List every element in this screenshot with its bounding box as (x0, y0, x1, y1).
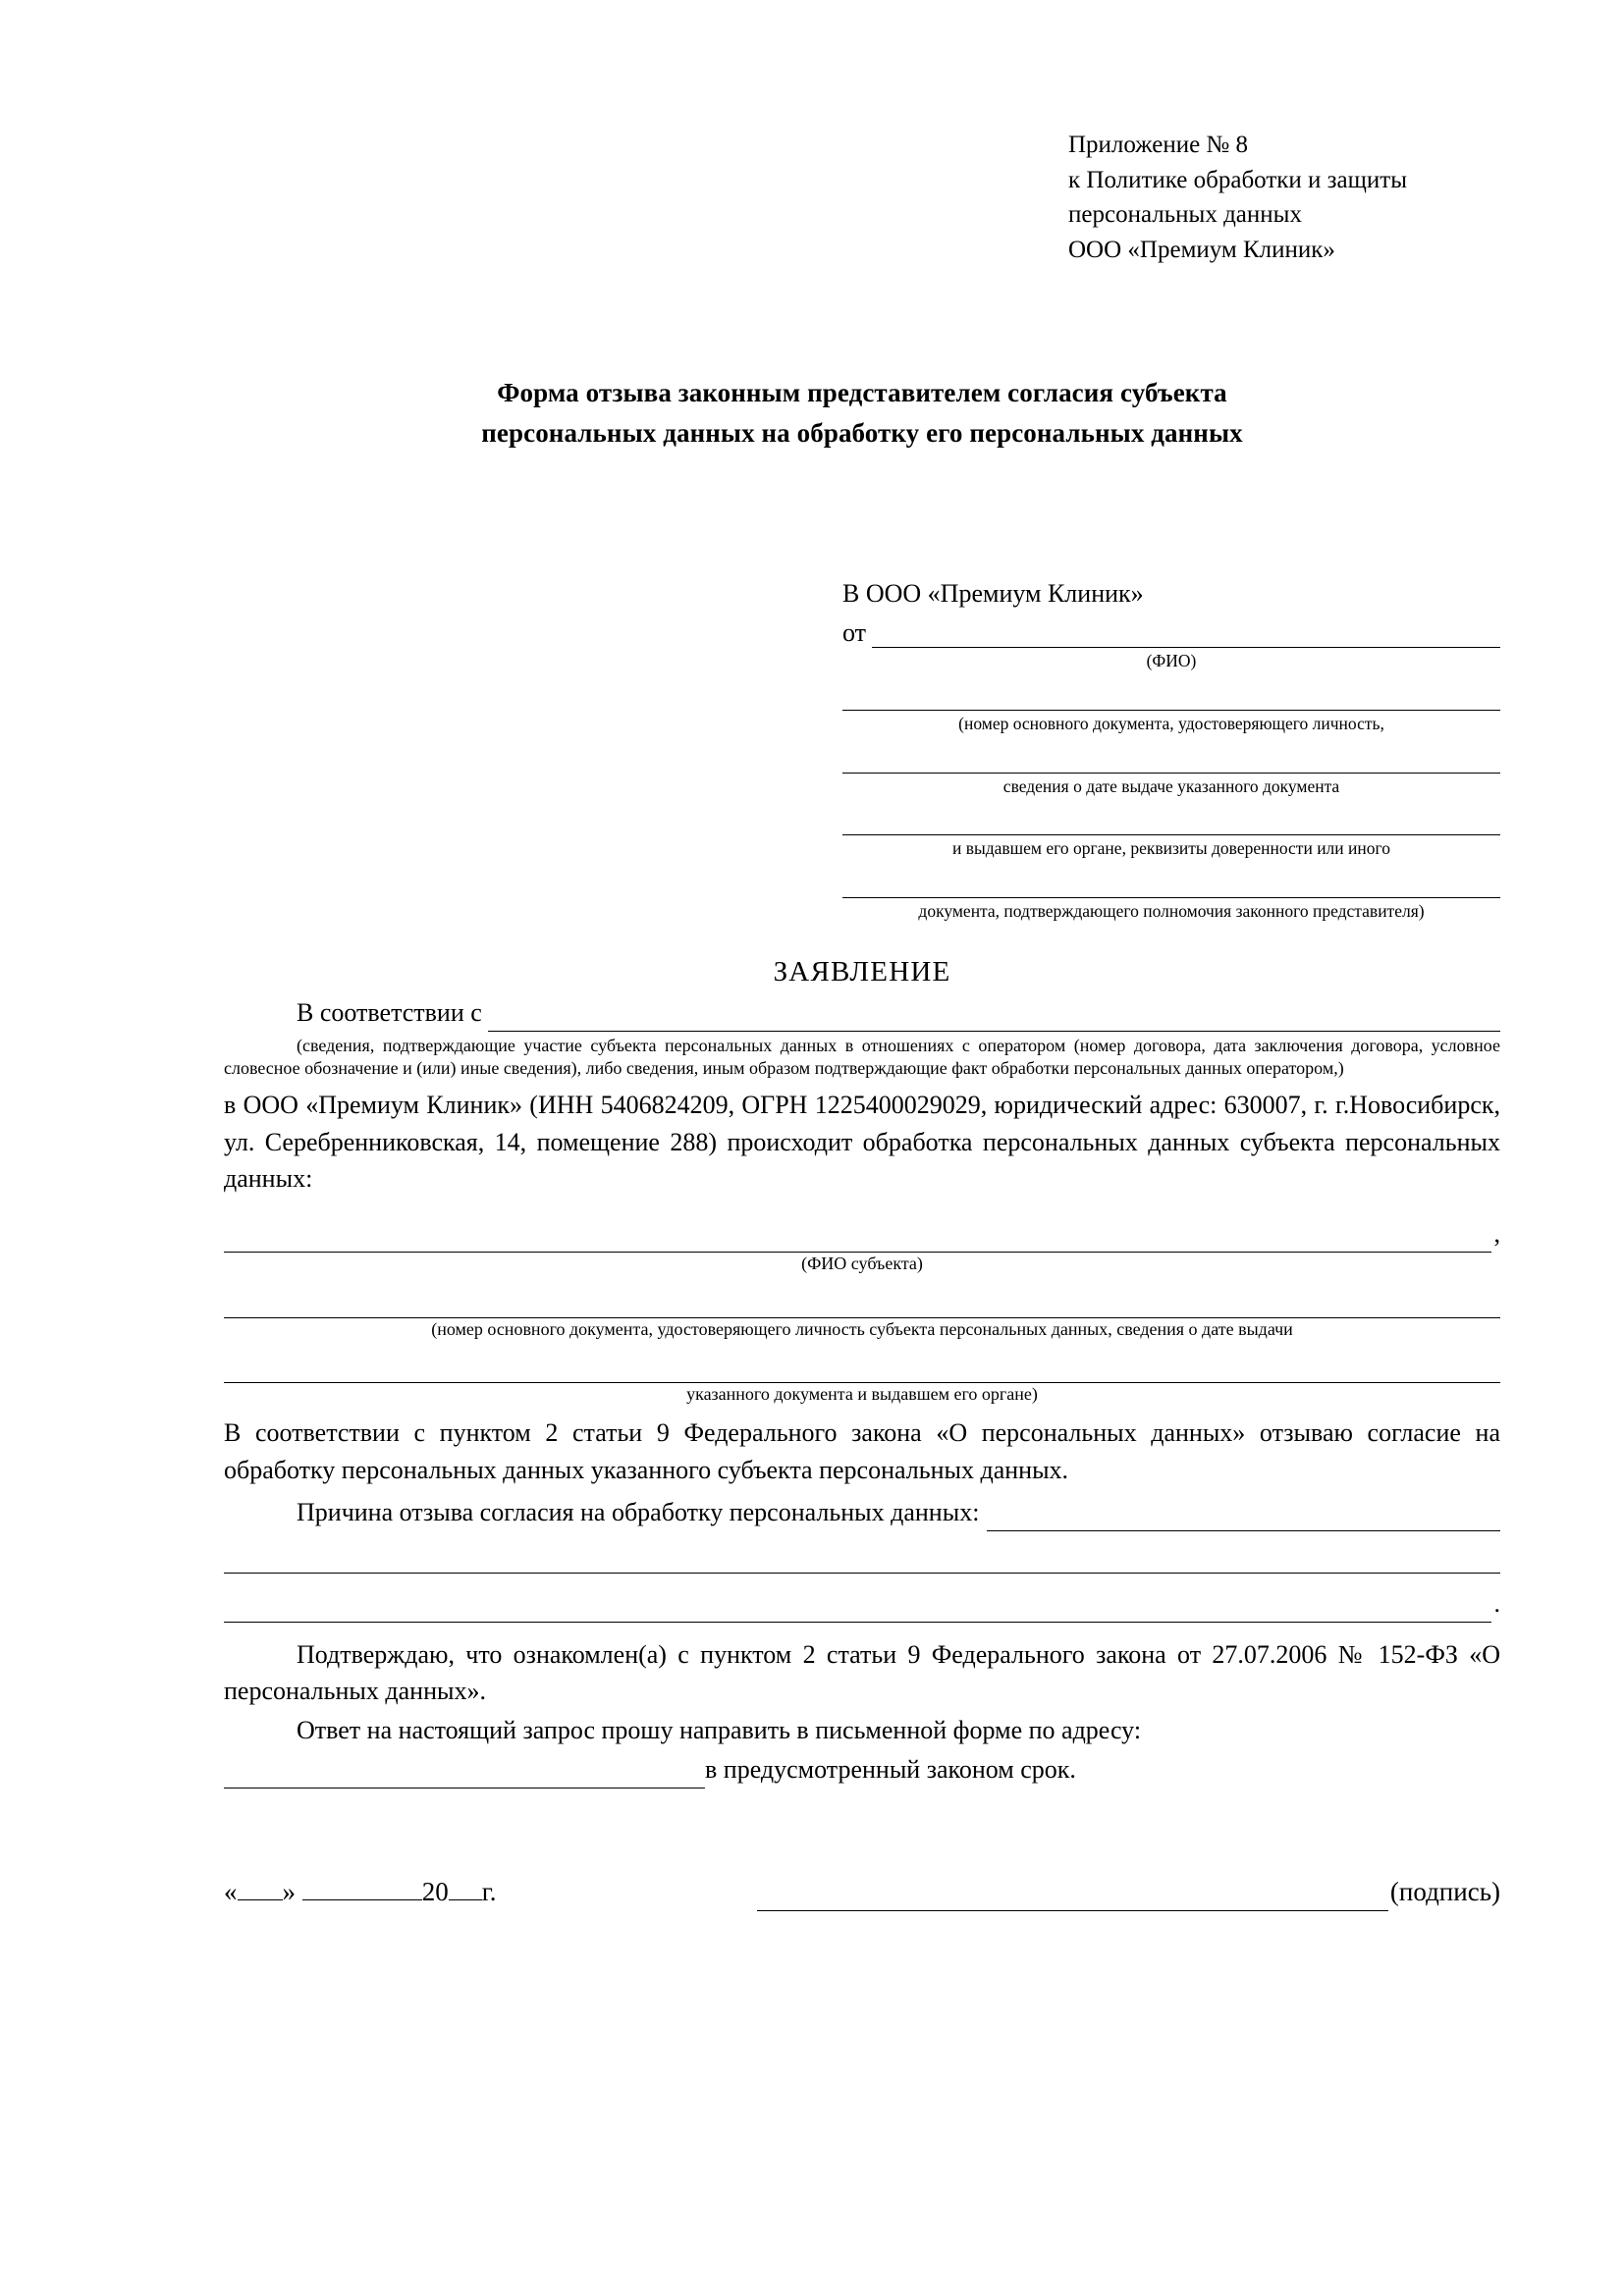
fio-input-line[interactable] (872, 623, 1500, 648)
confirm-paragraph: Подтверждаю, что ознакомлен(а) с пунктом 2 статьи 9 Федерального закона от 27.07.2006 № 152-ФЗ «О персональных данных». (224, 1639, 1500, 1706)
addressee-block (842, 579, 1500, 923)
date-quote-open: « (224, 1876, 238, 1906)
caption-subject-doc-2: указанного документа и выдавшем его органе) (686, 1384, 1038, 1405)
subject-fio-input-line[interactable] (224, 1226, 1491, 1253)
title-line-1: Форма отзыва законным представителем согласия субъекта (497, 378, 1227, 407)
date-year-blank[interactable] (449, 1899, 482, 1900)
answer-paragraph: Ответ на настоящий запрос прошу направить в письменной форме по адресу: (297, 1716, 1142, 1745)
caption-fio: (ФИО) (1146, 651, 1197, 671)
doc-issuer-input-line[interactable] (842, 809, 1500, 835)
reason-row (224, 1494, 1500, 1531)
signature-caption: (подпись) (1389, 1876, 1500, 1906)
statement-heading: ЗАЯВЛЕНИЕ (773, 955, 951, 988)
caption-doc-2: сведения о дате выдаче указанного документа (1002, 775, 1340, 796)
reason-row-3 (224, 1585, 1500, 1623)
accordance-caption: (сведения, подтверждающие участие субъекта персональных данных в отношениях с оператором (номер договора, дата заключения договора, условное словесное обозначение и (или) иные сведения), либо сведения, иным образом подтверждающие факт обработки персональных данных оператором,) (224, 1035, 1500, 1079)
caption-doc-1: (номер основного документа, удостоверяющего личность, (958, 713, 1384, 733)
subject-issuer-input-line[interactable] (224, 1353, 1500, 1383)
reason-input-line-2[interactable] (224, 1543, 1500, 1574)
page-title (224, 373, 1500, 454)
date-quote-close: » (282, 1876, 302, 1906)
subject-fio-comma: , (1493, 1219, 1500, 1249)
addressee-to: В ООО «Премиум Клиник» (842, 579, 1144, 609)
accordance-row (224, 994, 1500, 1032)
appendix-line-2: к Политике обработки и защиты (1068, 166, 1408, 193)
date-field[interactable] (224, 1873, 497, 1911)
revoke-paragraph: В соответствии с пунктом 2 статьи 9 Федерального закона «О персональных данных» отзываю согласие на обработку персональных данных указанного субъекта персональных данных. (224, 1418, 1500, 1484)
reason-period: . (1493, 1589, 1500, 1619)
appendix-line-4: ООО «Премиум Клиник» (1068, 236, 1335, 263)
subject-fio-row (224, 1215, 1500, 1253)
signature-input-line[interactable] (757, 1885, 1388, 1911)
date-month-blank[interactable] (302, 1899, 422, 1900)
reason-label: Причина отзыва согласия на обработку персональных данных: (297, 1498, 980, 1527)
statement-body (224, 994, 1500, 1911)
operator-paragraph: в ООО «Премиум Клиник» (ИНН 5406824209, ОГРН 1225400029029, юридический адрес: 630007, г. г.Новосибирск, ул. Серебренниковская, 14, помещение 288) происходит обработка персональных данных субъекта персональных данных: (224, 1091, 1500, 1194)
address-row (224, 1751, 1500, 1789)
doc-number-input-line[interactable] (842, 684, 1500, 711)
caption-subject-doc-1: (номер основного документа, удостоверяющего личность субъекта персональных данных, сведения о дате выдачи (431, 1318, 1293, 1339)
address-input-line[interactable] (224, 1764, 705, 1789)
date-day-blank[interactable] (238, 1899, 283, 1900)
appendix-header (1068, 128, 1500, 267)
caption-doc-4: документа, подтверждающего полномочия законного представителя) (918, 901, 1425, 922)
doc-authority-input-line[interactable] (842, 872, 1500, 898)
answer-tail: в предусмотренный законом срок. (705, 1754, 1076, 1784)
signature-row (224, 1873, 1500, 1911)
accordance-label: В соответствии с (297, 997, 482, 1027)
date-year-prefix: 20 (421, 1876, 449, 1906)
title-line-2: персональных данных на обработку его персональных данных (481, 418, 1243, 449)
reason-input-line-3[interactable] (224, 1596, 1491, 1623)
accordance-input-line[interactable] (488, 1007, 1500, 1032)
caption-doc-3: и выдавшем его органе, реквизиты доверенности или иного (951, 838, 1391, 859)
from-label: от (842, 618, 867, 648)
subject-doc-input-line[interactable] (224, 1288, 1500, 1318)
appendix-line-1: Приложение № 8 (1068, 132, 1249, 158)
document-content (224, 128, 1500, 1911)
appendix-line-3: персональных данных (1068, 201, 1302, 228)
reason-input-line-1[interactable] (987, 1507, 1500, 1531)
caption-subject-fio: (ФИО субъекта) (801, 1253, 923, 1273)
from-row (842, 618, 1500, 648)
date-suffix: г. (481, 1876, 497, 1906)
doc-date-input-line[interactable] (842, 747, 1500, 774)
